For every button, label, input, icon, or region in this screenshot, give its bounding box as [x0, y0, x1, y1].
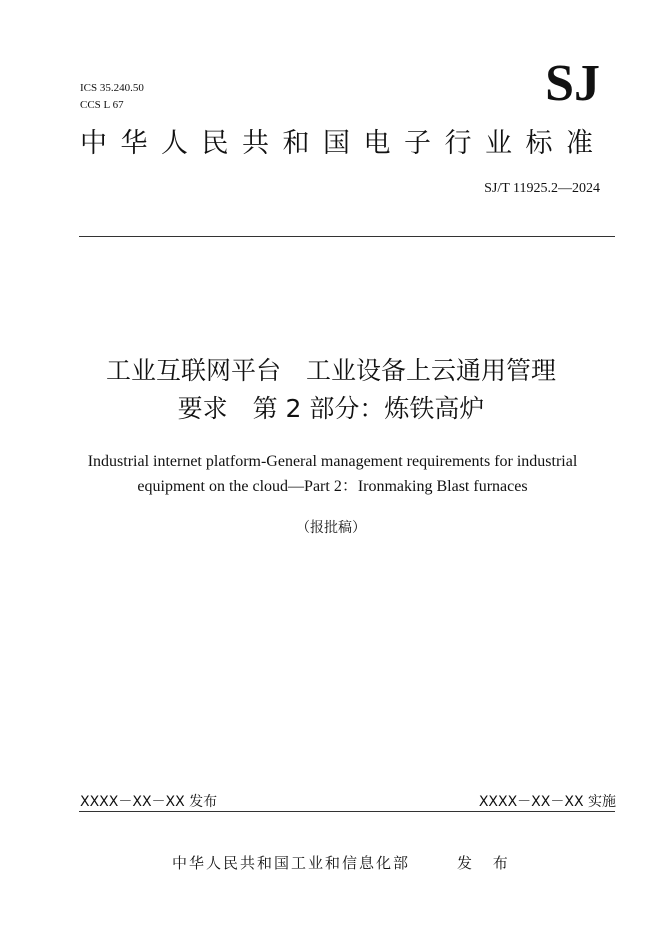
- publisher-name: 中华人民共和国工业和信息化部: [172, 854, 411, 872]
- title-chinese-line-1: 工业互联网平台 工业设备上云通用管理: [105, 356, 556, 385]
- standard-number: SJ/T 11925.2—2024: [484, 181, 600, 196]
- sj-logo: SJ: [545, 55, 600, 112]
- ccs-code: CCS L 67: [80, 99, 124, 111]
- ics-code: ICS 35.240.50: [80, 82, 144, 94]
- title-english-line-1: Industrial internet platform-General management requirements for industrial: [87, 453, 578, 470]
- title-chinese-line-2: 要求 第 2 部分：炼铁高炉: [177, 394, 485, 423]
- standard-category-title: 中华人民共和国电子行业标准: [80, 128, 607, 159]
- footer-divider: [79, 811, 615, 812]
- title-english-line-2: equipment on the cloud—Part 2：Ironmaking Blast furnaces: [137, 478, 528, 495]
- header-divider: [79, 236, 615, 237]
- issue-date: XXXX－XX－XX 发布: [80, 794, 218, 810]
- implementation-date: XXXX－XX－XX 实施: [478, 794, 616, 810]
- publish-label: 发 布: [457, 854, 516, 872]
- title-english: [60, 449, 605, 499]
- draft-status: （报批稿）: [296, 520, 366, 536]
